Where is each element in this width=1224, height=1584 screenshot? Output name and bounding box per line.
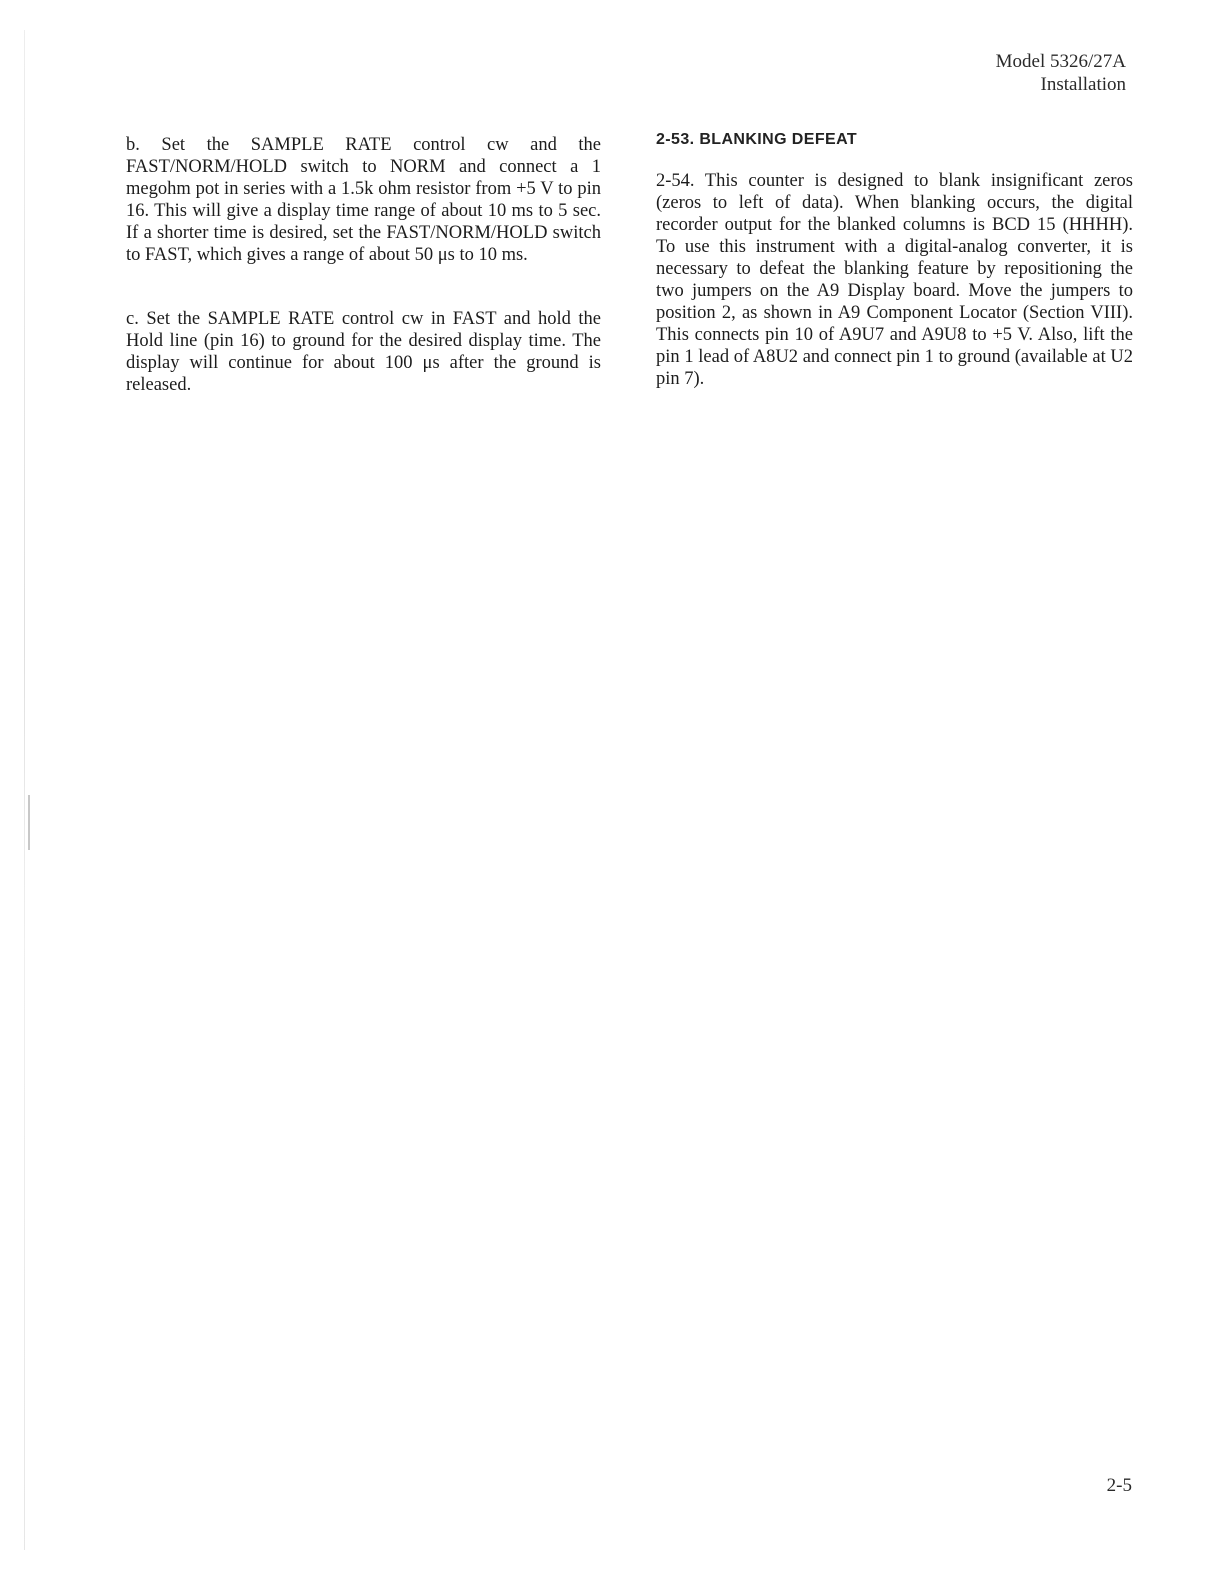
scan-mark [28,795,30,850]
section-heading: 2-53. BLANKING DEFEAT [656,131,858,148]
header-model: Model 5326/27A [995,51,1126,72]
page-header [996,50,1126,96]
header-section: Installation [1040,74,1126,95]
scan-edge-line [24,30,25,1550]
right-column [656,170,1133,390]
page-number: 2-5 [1106,1475,1132,1496]
paragraph-b: b. Set the SAMPLE RATE control cw and the FAST/NORM/HOLD switch to NORM and connect a 1 megohm pot in series with a 1.5k ohm resistor from +5 V to pin 16. This will give a display time range of about 10 ms to 5 sec. If a shorter time is desired, set the FAST/NORM/HOLD switch to FAST, which gives a range of about 50 μs to 10 ms. [126,135,601,265]
paragraph-2-54: 2-54. This counter is designed to blank insignificant zeros (zeros to left of data). When blanking occurs, the digital recorder output for the blanked columns is BCD 15 (HHHH). To use this instrument with a digital-analog converter, it is necessary to defeat the blanking feature by repositioning the two jumpers on the A9 Display board. Move the jumpers to position 2, as shown in A9 Component Locator (Section VIII). This connects pin 10 of A9U7 and A9U8 to +5 V. Also, lift the pin 1 lead of A8U2 and connect pin 1 to ground (available at U2 pin 7). [656,171,1133,389]
paragraph-c: c. Set the SAMPLE RATE control cw in FAST and hold the Hold line (pin 16) to ground for the desired display time. The display will continue for about 100 μs after the ground is released. [126,309,601,395]
left-column [126,134,601,396]
